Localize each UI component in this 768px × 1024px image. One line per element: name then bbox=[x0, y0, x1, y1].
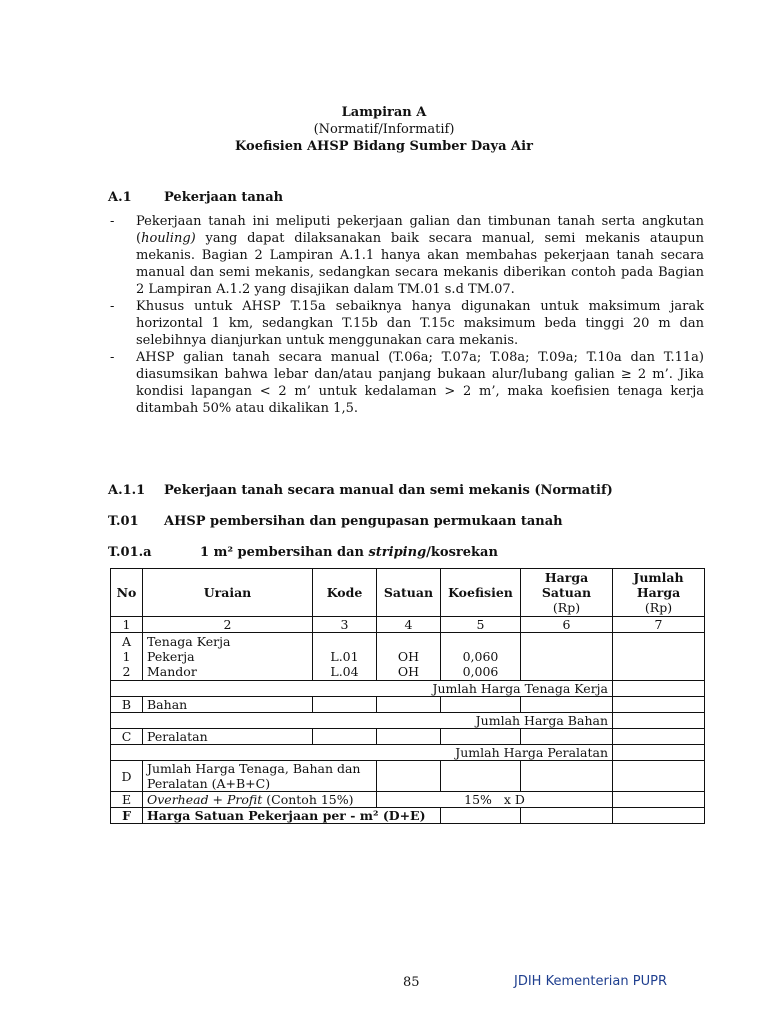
row-d-line: Peralatan (A+B+C) bbox=[147, 776, 271, 791]
index-cell: 1 bbox=[111, 617, 143, 633]
appendix-type: (Normatif/Informatif) bbox=[313, 122, 455, 137]
subtotal-value bbox=[613, 745, 705, 761]
bullet-item bbox=[110, 298, 704, 349]
labor-group-row bbox=[111, 633, 705, 681]
appendix-label: Lampiran A bbox=[341, 105, 427, 120]
row-e-value: 15% x D bbox=[377, 792, 613, 808]
section-t01a-heading bbox=[108, 545, 498, 560]
row-e-rest: (Contoh 15%) bbox=[262, 792, 354, 807]
section-t01-heading bbox=[108, 514, 563, 529]
subtotal-value bbox=[613, 681, 705, 697]
header-harga-satuan bbox=[521, 569, 613, 617]
header-kode: Kode bbox=[313, 569, 377, 617]
row-satuan: OH bbox=[397, 649, 420, 664]
section-number: T.01 bbox=[108, 514, 139, 529]
row-letter: F bbox=[111, 808, 143, 824]
subtotal-label: Jumlah Harga Bahan bbox=[111, 713, 613, 729]
subtotal-label: Jumlah Harga Tenaga Kerja bbox=[111, 681, 613, 697]
header-line: Harga bbox=[636, 585, 681, 600]
row-kode: L.04 bbox=[330, 664, 359, 679]
bullet-italic: houling) bbox=[141, 231, 196, 246]
labor-uraian-cell bbox=[143, 633, 313, 681]
row-d-line: Jumlah Harga Tenaga, Bahan dan bbox=[147, 761, 361, 776]
index-row bbox=[111, 617, 705, 633]
header-line: (Rp) bbox=[644, 600, 673, 615]
row-e bbox=[111, 792, 705, 808]
bullet-text: Khusus untuk AHSP T.15a sebaiknya hanya digunakan untuk maksimum jarak horizontal 1 km, sedangkan T.15b dan T.15c maksimum beda tinggi 20 m dan selebihnya dianjurkan untuk menggunakan cara mekanis. bbox=[136, 299, 704, 348]
section-number: A.1 bbox=[108, 190, 132, 205]
index-cell: 7 bbox=[613, 617, 705, 633]
bullet-dash: - bbox=[110, 214, 115, 229]
header-jumlah-harga bbox=[613, 569, 705, 617]
section-a11-heading bbox=[108, 483, 613, 498]
header-satuan: Satuan bbox=[377, 569, 441, 617]
labor-kode-cell bbox=[313, 633, 377, 681]
subtotal-label: Jumlah Harga Peralatan bbox=[111, 745, 613, 761]
index-cell: 4 bbox=[377, 617, 441, 633]
header-line: (Rp) bbox=[552, 600, 581, 615]
labor-subtotal-row bbox=[111, 681, 705, 697]
bullet-list bbox=[110, 213, 704, 417]
row-letter: E bbox=[111, 792, 143, 808]
index-cell: 5 bbox=[441, 617, 521, 633]
materials-row bbox=[111, 697, 705, 713]
row-uraian: Mandor bbox=[147, 664, 197, 679]
bullet-dash: - bbox=[110, 299, 115, 314]
labor-jumlah-cell bbox=[613, 633, 705, 681]
section-title-italic: striping bbox=[368, 545, 427, 560]
labor-satuan-cell bbox=[377, 633, 441, 681]
bullet-dash: - bbox=[110, 350, 115, 365]
header-line: Harga bbox=[544, 570, 589, 585]
index-cell: 6 bbox=[521, 617, 613, 633]
section-title: 1 m² pembersihan dan bbox=[200, 545, 369, 560]
row-uraian: Pekerja bbox=[147, 649, 195, 664]
row-koefisien: 0,006 bbox=[462, 664, 499, 679]
row-f-label: Harga Satuan Pekerjaan per - m² (D+E) bbox=[143, 808, 441, 824]
section-title: Pekerjaan tanah bbox=[164, 190, 284, 205]
header-koefisien: Koefisien bbox=[441, 569, 521, 617]
materials-subtotal-row bbox=[111, 713, 705, 729]
bullet-text: Pekerjaan tanah ini meliputi pekerjaan galian dan timbunan tanah serta angkutan ( bbox=[136, 214, 704, 246]
group-label: Tenaga Kerja bbox=[147, 634, 231, 649]
section-title-cont: /kosrekan bbox=[426, 545, 498, 560]
section-a1-heading bbox=[108, 190, 283, 205]
footer-brand: JDIH Kementerian PUPR bbox=[514, 974, 667, 989]
section-number: T.01.a bbox=[108, 545, 152, 560]
group-letter: A bbox=[121, 634, 132, 649]
subtotal-value bbox=[613, 713, 705, 729]
group-letter: B bbox=[111, 697, 143, 713]
bullet-text-cont: yang dapat dilaksanakan baik secara manual, semi mekanis ataupun mekanis. Bagian 2 Lampiran A.1.1 hanya akan membahas pekerjaan tanah secara manual dan semi mekanis, sedangkan secara mekanis diberikan contoh pada Bagian 2 Lampiran A.1.2 yang disajikan dalam TM.01 s.d TM.07. bbox=[136, 231, 704, 297]
group-letter: C bbox=[111, 729, 143, 745]
row-number: 2 bbox=[122, 664, 131, 679]
labor-no-cell bbox=[111, 633, 143, 681]
group-label: Peralatan bbox=[143, 729, 313, 745]
row-d-label bbox=[143, 761, 377, 792]
row-d bbox=[111, 761, 705, 792]
index-cell: 3 bbox=[313, 617, 377, 633]
section-title: AHSP pembersihan dan pengupasan permukaan tanah bbox=[164, 514, 563, 529]
section-title: Pekerjaan tanah secara manual dan semi mekanis (Normatif) bbox=[164, 483, 613, 498]
labor-harga-cell bbox=[521, 633, 613, 681]
header-no: No bbox=[111, 569, 143, 617]
row-letter: D bbox=[111, 761, 143, 792]
group-label: Bahan bbox=[143, 697, 313, 713]
row-koefisien: 0,060 bbox=[462, 649, 499, 664]
header-line: Jumlah bbox=[633, 570, 684, 585]
labor-koefisien-cell bbox=[441, 633, 521, 681]
row-number: 1 bbox=[122, 649, 131, 664]
page-number: 85 bbox=[403, 975, 420, 990]
bullet-item bbox=[110, 349, 704, 417]
row-satuan: OH bbox=[397, 664, 420, 679]
bullet-text: AHSP galian tanah secara manual (T.06a; T.07a; T.08a; T.09a; T.10a dan T.11a) diasumsikan bahwa lebar dan/atau panjang bukaan alur/lubang galian ≥ 2 m’. Jika kondisi lapangan < 2 m’ untuk kedalaman > 2 m’, maka koefisien tenaga kerja ditambah 50% atau dikalikan 1,5. bbox=[136, 350, 704, 416]
bullet-item bbox=[110, 213, 704, 298]
equipment-subtotal-row bbox=[111, 745, 705, 761]
appendix-title: Koefisien AHSP Bidang Sumber Daya Air bbox=[235, 139, 533, 154]
equipment-row bbox=[111, 729, 705, 745]
section-number: A.1.1 bbox=[108, 483, 146, 498]
row-f bbox=[111, 808, 705, 824]
row-kode: L.01 bbox=[330, 649, 359, 664]
index-cell: 2 bbox=[143, 617, 313, 633]
header-uraian: Uraian bbox=[143, 569, 313, 617]
row-e-label bbox=[143, 792, 377, 808]
ahsp-table bbox=[110, 568, 705, 824]
row-e-italic: Overhead + Profit bbox=[147, 792, 263, 807]
table-header-row bbox=[111, 569, 705, 617]
header-line: Satuan bbox=[541, 585, 592, 600]
